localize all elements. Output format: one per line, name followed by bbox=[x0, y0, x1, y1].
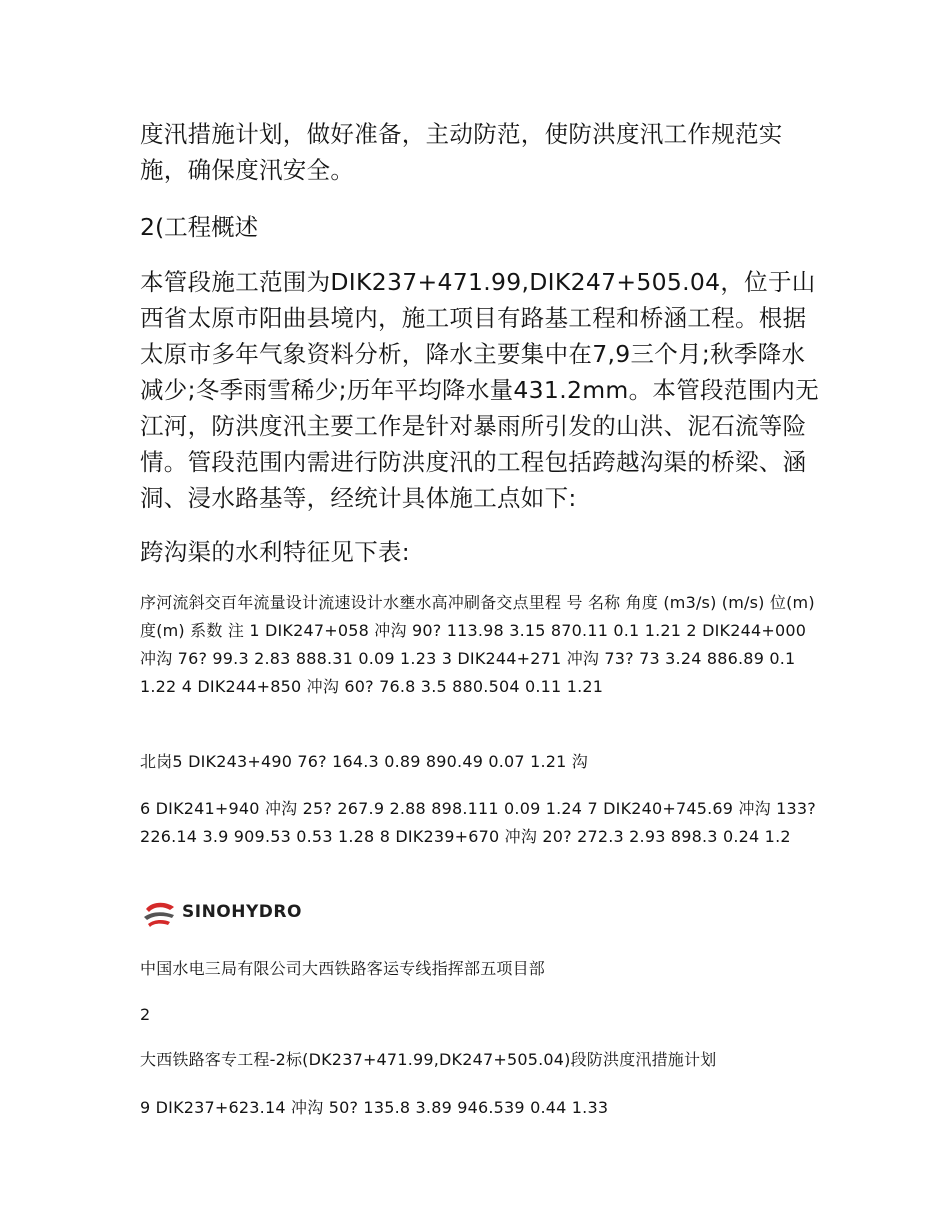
section-heading: 2(工程概述 bbox=[140, 213, 259, 241]
paragraph-table-intro: 跨沟渠的水利特征见下表: bbox=[140, 538, 411, 566]
table-text-part-3: 6 DIK241+940 冲沟 25? 267.9 2.88 898.111 0.09 1.24 7 DIK240+745.69 冲沟 133? 226.14 3.9 909.53 0.53 1.28 8 DIK239+670 冲沟 20? 272.3 2.93 898.3 0.24 1.2 bbox=[140, 799, 816, 846]
sinohydro-logo-icon bbox=[140, 897, 180, 931]
company-name: 中国水电三局有限公司大西铁路客运专线指挥部五项目部 bbox=[140, 959, 546, 978]
table-text-part-4: 9 DIK237+623.14 冲沟 50? 135.8 3.89 946.539 0.44 1.33 bbox=[140, 1098, 609, 1117]
logo-wordmark: SINOHYDRO bbox=[182, 902, 302, 922]
table-text-part-1: 序河流斜交百年流量设计流速设计水壅水高冲刷备交点里程 号 名称 角度 (m3/s) (m/s) 位(m) 度(m) 系数 注 1 DIK247+058 冲沟 90? 113.98 3.15 870.11 0.1 1.21 2 DIK244+000 冲沟 76? 99.3 2.83 888.31 0.09 1.23 3 DIK244+271 冲沟 73? 73 3.24 886.89 0.1 1.22 4 DIK244+850 冲沟 60? 76.8 3.5 880.504 0.11 1.21 bbox=[140, 593, 815, 696]
paragraph-project-overview: 本管段施工范围为DIK237+471.99,DIK247+505.04，位于山西省太原市阳曲县境内，施工项目有路基工程和桥涵工程。根据太原市多年气象资料分析，降水主要集中在7,9三个月;秋季降水减少;冬季雨雪稀少;历年平均降水量431.2mm。本管段范围内无江河，防洪度汛主要工作是针对暴雨所引发的山洪、泥石流等险情。管段范围内需进行防洪度汛的工程包括跨越沟渠的桥梁、涵洞、浸水路基等，经统计具体施工点如下: bbox=[140, 268, 819, 512]
paragraph-intro-continued: 度汛措施计划，做好准备，主动防范，使防洪度汛工作规范实施，确保度汛安全。 bbox=[140, 120, 783, 184]
page-number: 2 bbox=[140, 1005, 151, 1024]
sinohydro-logo bbox=[140, 897, 300, 931]
table-text-part-2: 北岗5 DIK243+490 76? 164.3 0.89 890.49 0.07 1.21 沟 bbox=[140, 752, 588, 771]
document-title: 大西铁路客专工程-2标(DK237+471.99,DK247+505.04)段防洪度汛措施计划 bbox=[140, 1050, 717, 1069]
